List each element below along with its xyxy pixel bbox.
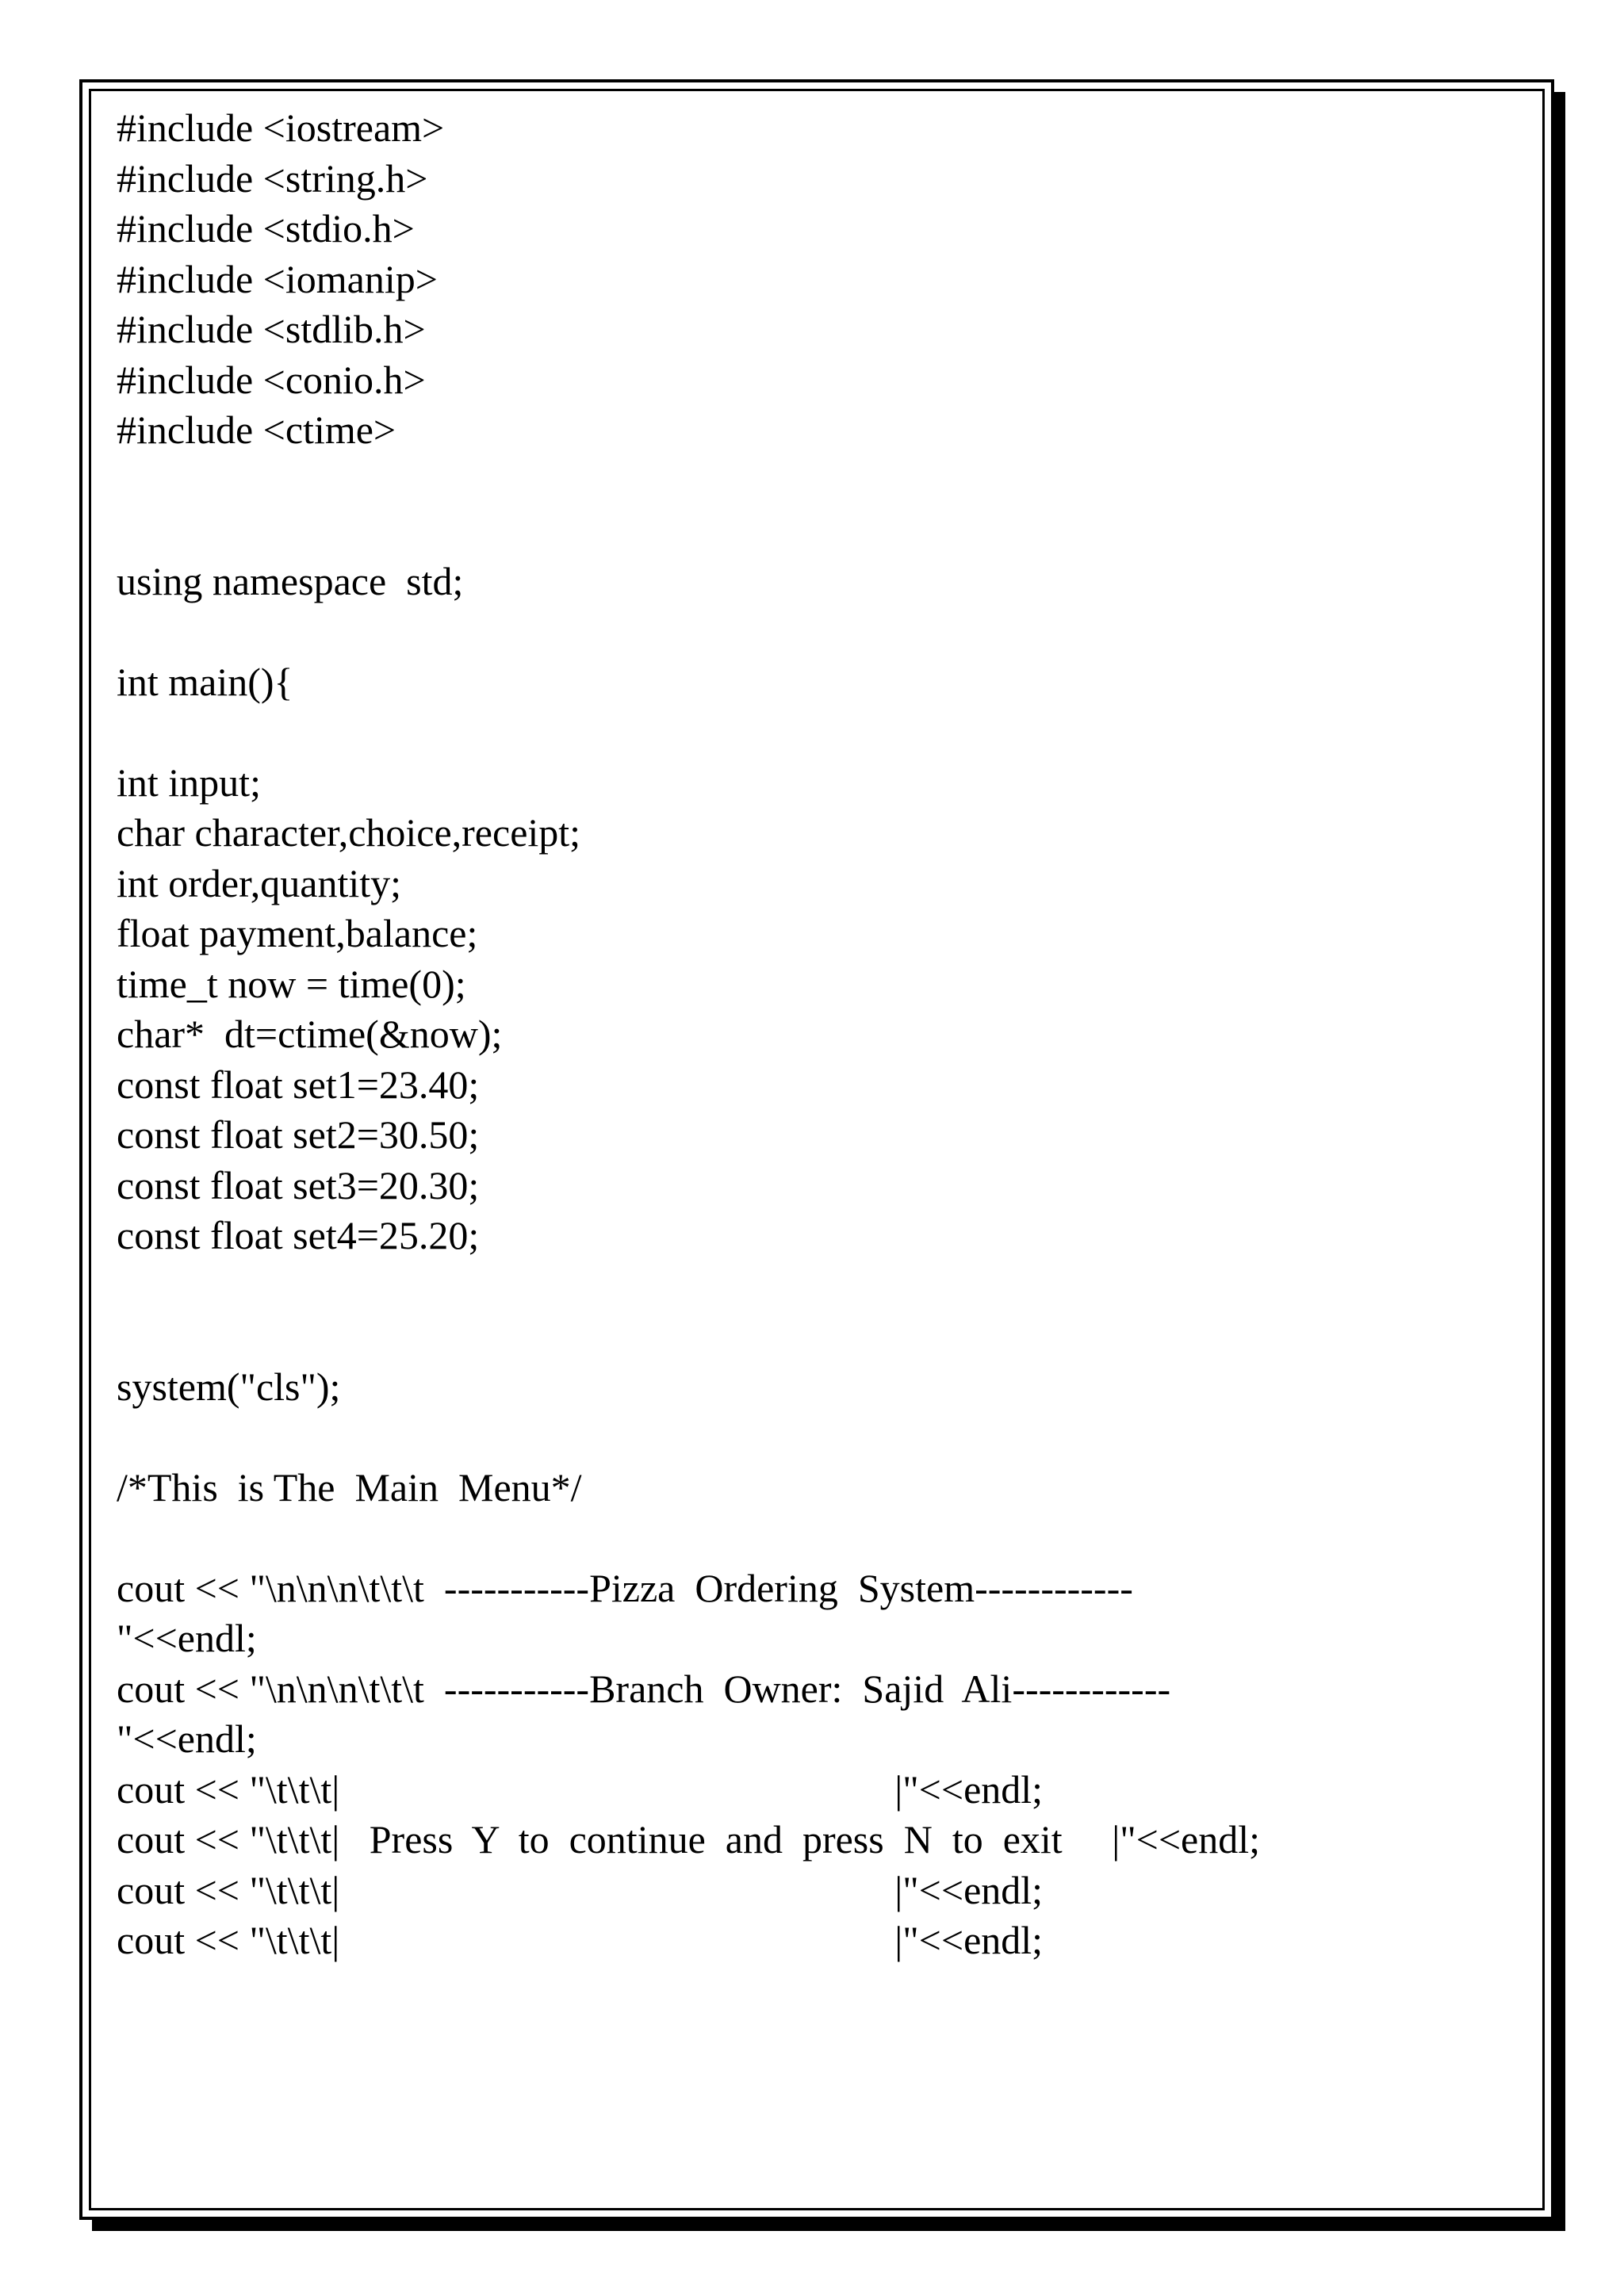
spacer [117,1412,1425,1463]
cout-line: cout << "\n\n\n\t\t\t -----------Branch Owner: Sajid Ali------------ [117,1666,1171,1711]
comment-line: /*This is The Main Menu*/ [117,1464,582,1510]
declaration-line: const float set4=25.20; [117,1213,480,1257]
spacer [117,707,1425,758]
declaration-line: const float set3=20.30; [117,1162,480,1207]
system-call-line: system("cls"); [117,1364,341,1409]
cout-line: cout << "\n\n\n\t\t\t -----------Pizza Ordering System------------ [117,1565,1133,1610]
spacer [117,456,1425,557]
declaration-line: float payment,balance; [117,911,478,955]
include-line: #include <conio.h> [117,357,426,402]
using-namespace-line: using namespace std; [117,558,464,603]
include-line: #include <iostream> [117,105,445,150]
declaration-line: int input; [117,760,261,805]
spacer [117,607,1425,657]
cout-line-continuation: "<<endl; [117,1716,257,1761]
main-function-line: int main(){ [117,659,293,704]
cout-line: cout << "\t\t\t| |"<<endl; [117,1918,1044,1962]
declaration-line: char character,choice,receipt; [117,810,581,855]
include-line: #include <stdlib.h> [117,307,426,351]
code-listing [117,103,1425,1966]
cout-line: cout << "\t\t\t| Press Y to continue and press N to exit |"<<endl; [117,1817,1260,1862]
spacer [117,1513,1425,1563]
cout-line: cout << "\t\t\t| |"<<endl; [117,1766,1044,1812]
declaration-line: char* dt=ctime(&now); [117,1012,503,1056]
declaration-line: const float set2=30.50; [117,1112,480,1157]
include-line: #include <string.h> [117,155,428,201]
cout-line-continuation: "<<endl; [117,1616,257,1660]
spacer [117,1261,1425,1362]
declaration-line: const float set1=23.40; [117,1062,480,1107]
declaration-line: time_t now = time(0); [117,961,466,1006]
include-line: #include <iomanip> [117,256,438,301]
declaration-line: int order,quantity; [117,860,402,905]
include-line: #include <stdio.h> [117,206,415,251]
include-line: #include <ctime> [117,408,396,452]
cout-line: cout << "\t\t\t| |"<<endl; [117,1867,1044,1912]
